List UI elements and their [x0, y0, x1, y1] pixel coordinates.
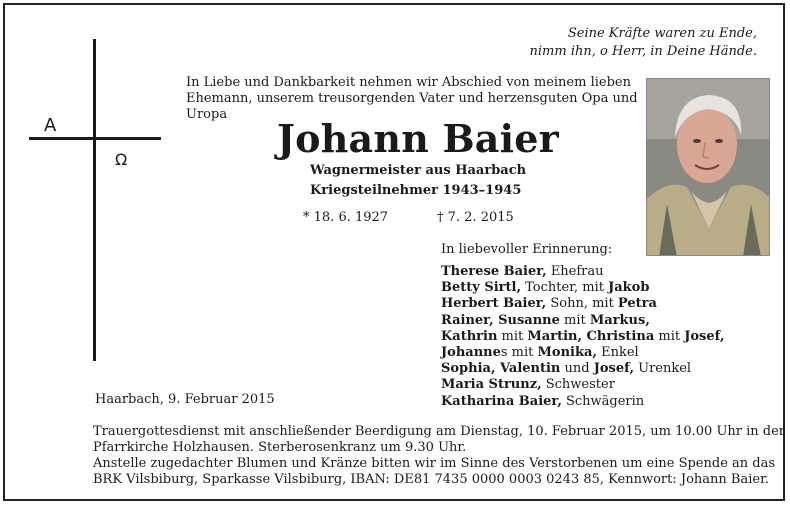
alpha-symbol: A: [44, 115, 57, 136]
mourner-relation: Schwester: [541, 377, 615, 393]
mourner-row: [441, 280, 724, 296]
mourner-row: [441, 394, 724, 410]
omega-symbol: Ω: [115, 150, 128, 169]
mourner-name: Herbert Baier,: [441, 296, 547, 312]
deceased-profession: Wagnermeister aus Haarbach: [310, 163, 527, 178]
notice-line-2: Pfarrkirche Holzhausen. Sterberosenkranz um 9.30 Uhr.: [93, 440, 467, 455]
mourner-relation: und: [560, 361, 594, 377]
mourner-name: Therese Baier,: [441, 264, 547, 279]
mourner-name: Kathrin: [441, 328, 498, 344]
deceased-veteran: Kriegsteilnehmer 1943–1945: [310, 183, 522, 198]
mourner-name: Monika,: [537, 345, 597, 361]
deceased-name: Johann Baier: [277, 116, 559, 161]
mourner-row: [441, 361, 724, 377]
mourner-name: Johanne: [441, 345, 501, 361]
mourner-name: Markus,: [589, 312, 650, 328]
mourner-row: [441, 329, 724, 345]
intro-line-2: Ehemann, unserem treusorgenden Vater und herzensguten Opa und: [186, 91, 638, 106]
motto-line-1: Seine Kräfte waren zu Ende,: [567, 26, 757, 41]
service-notice: [93, 424, 786, 488]
mourner-name: Martin, Christina: [527, 328, 655, 344]
memory-heading: In liebevoller Erinnerung:: [441, 242, 613, 257]
obituary-card: [3, 3, 785, 501]
mourner-row: [441, 264, 724, 280]
mourner-name: Josef,: [684, 328, 725, 344]
mourner-relation: mit: [497, 328, 528, 344]
mourner-name: Petra: [617, 296, 657, 312]
birth-date: * 18. 6. 1927: [303, 210, 389, 225]
mourner-row: [441, 313, 724, 329]
mourner-relation: Enkel: [596, 345, 639, 361]
portrait-photo: [646, 78, 770, 256]
death-date: † 7. 2. 2015: [437, 210, 514, 225]
mourner-name: Josef,: [593, 361, 634, 377]
mourner-row: [441, 377, 724, 393]
mourner-relation: s mit: [500, 345, 538, 361]
notice-line-3: Anstelle zugedachter Blumen und Kränze bitten wir im Sinne des Verstorbenen um eine Spende an das: [93, 456, 776, 471]
mourner-name: Rainer, Susanne: [441, 312, 560, 328]
mourner-name: Jakob: [608, 280, 650, 296]
mourner-relation: Ehefrau: [546, 264, 604, 279]
mourner-name: Sophia, Valentin: [441, 361, 561, 377]
mourner-relation: mit: [654, 328, 685, 344]
mourner-relation: mit: [559, 312, 590, 328]
mourner-row: [441, 345, 724, 361]
mourner-relation: Schwägerin: [561, 393, 645, 409]
mourner-relation: Sohn, mit: [546, 296, 618, 312]
cross-icon: [29, 39, 169, 365]
intro-line-3: Uropa: [186, 107, 228, 122]
notice-line-1: Trauergottesdienst mit anschließender Beerdigung am Dienstag, 10. Februar 2015, um 10.00 Uhr in der: [93, 424, 786, 439]
mourner-relation: Urenkel: [633, 361, 692, 377]
motto-verse: [530, 25, 757, 61]
mourner-name: Katharina Baier,: [441, 393, 562, 409]
place-and-date: Haarbach, 9. Februar 2015: [95, 392, 275, 407]
mourner-name: Betty Sirtl,: [441, 280, 521, 296]
intro-line-1: In Liebe und Dankbarkeit nehmen wir Abschied von meinem lieben: [186, 75, 631, 90]
notice-line-4: BRK Vilsbiburg, Sparkasse Vilsbiburg, IBAN: DE81 7435 0000 0003 0243 85, Kennwort: Johann Baier.: [93, 472, 769, 487]
mourner-relation: Tochter, mit: [521, 280, 609, 296]
mourner-name: Maria Strunz,: [441, 377, 542, 393]
motto-line-2: nimm ihn, o Herr, in Deine Hände.: [529, 44, 757, 59]
mourner-row: [441, 296, 724, 312]
mourners-list: [441, 264, 724, 410]
